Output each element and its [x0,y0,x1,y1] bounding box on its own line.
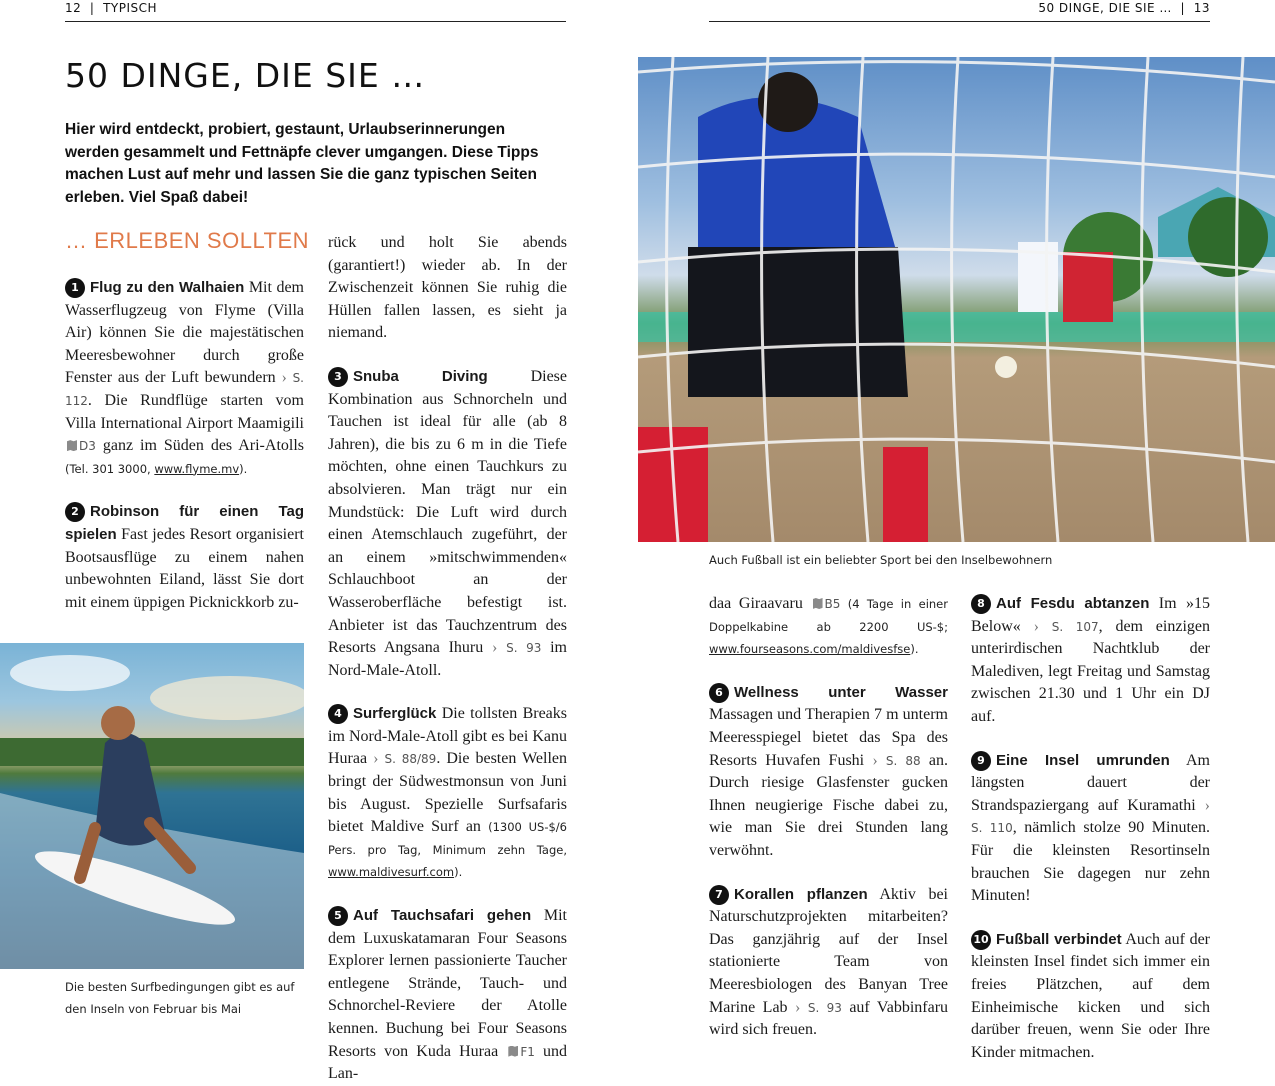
tip-item-1: 1 Flug zu den Walhaien Mit dem Wasserflugzeug von Flyme (Villa Air) können Sie die majestätischen Meeresbewohner durch große Fenster aus der Luft bewundern › S. 112. Die Rundflüge starten vom Villa International Airport Maamigili D3 ganz im Süden des Ari-Atolls (Tel. 301 3000, www.flyme.mv). [65,279,304,476]
map-icon [508,1046,518,1057]
tip-title: Auf Tauchsafari gehen [353,907,532,925]
tip-item-5: 5 Auf Tauchsafari gehen Mit dem Luxuskatamaran Four Seasons Explorer lernen passionierte Taucher entlegene Strände, Tauch- und Schnorchel-Reviere der Atolle kennen. Buchung bei Four Seasons Resorts von Kuda Huraa F1 und Lan- [328,907,567,1083]
column-4 [971,593,1210,1064]
tip-item-2: 2 Robinson für einen Tag spielen Fast jedes Resort organisiert Bootsausflüge zu einem nahen unbewohnten Eiland, lässt Sie dort mit einem üppigen Picknickkorb zu- [65,503,304,611]
left-header-rule [65,21,566,22]
tip-title: Fußball verbindet [996,930,1122,948]
tip-title: Surferglück [353,705,437,723]
website-link[interactable]: www.flyme.mv [154,461,240,476]
number-badge: 4 [328,704,348,724]
number-badge: 6 [709,683,729,703]
tip-item-9: 9 Eine Insel umrunden Am längsten dauert der Strandspaziergang auf Kuramathi › S. 110, nämlich stolze 90 Minuten. Für die kleinsten Resortinseln brauchen Sie dagegen nur zehn Minuten! [971,751,1211,905]
map-reference: B5 [824,597,841,611]
tip-title: Eine Insel umrunden [996,751,1170,769]
tip-title: Robinson für einen Tag spielen [65,503,304,543]
tip-title: Auf Fesdu abtanzen [996,595,1150,612]
tip-title: Wellness unter Wasser [734,683,948,701]
tip-item-4: 4 Surferglück Die tollsten Breaks im Nord-Male-Atoll gibt es bei Kanu Huraa › S. 88/89. Die besten Wellen bringt der Südwestmonsun von Juni bis August. Spezielle Surfsafaris bietet Maldive Surf an (1300 US-$/6 Pers. pro Tag, Minimum zehn Tage, www.maldivesurf.com). [328,705,567,880]
right-running-header: 50 DINGE, DIE SIE … | 13 [1038,1,1210,15]
tip-item-10: 10 Fußball verbindet Auch auf der kleinsten Insel findet sich immer ein freies Plätzchen, auf dem Einheimische kicken und sich darüber freuen, wenn Sie oder Ihre Kinder mitmachen. [971,930,1210,1061]
number-badge: 8 [971,594,991,614]
number-badge: 2 [65,502,85,522]
page-reference[interactable]: S. 88 [885,753,921,768]
tip-title: Flug zu den Walhaien [90,279,245,296]
page-reference[interactable]: S. 88/89 [384,752,437,767]
football-caption: Auch Fußball ist ein beliebter Sport bei den Inselbewohnern [709,553,1053,567]
football-photo [638,57,1275,542]
page-title: 50 DINGE, DIE SIE … [65,56,426,95]
tip-item-8: 8 Auf Fesdu abtanzen Im »15 Below« › S. 107, dem einzigen unterirdischen Nachtklub der Malediven, legt Freitag und Samstag zwischen 21.30 und 1 Uhr ein DJ auf. [971,595,1210,725]
surf-photo [0,643,304,969]
page-reference[interactable]: S. 112 [65,371,304,408]
left-section-label: TYPISCH [103,1,158,15]
column-1 [65,277,304,614]
map-icon [67,440,77,451]
number-badge: 9 [971,751,991,771]
tip-title: Snuba Diving [353,367,488,385]
tip-item-7: 7 Korallen pflanzen Aktiv bei Naturschutzprojekten mitarbeiten? Das ganzjährig auf der Insel stationierte Team von Meeresbiologen des Banyan Tree Marine Lab › S. 93 auf Vabbinfaru wird sich freuen. [709,885,949,1039]
number-badge: 5 [328,906,348,926]
number-badge: 1 [65,278,85,298]
right-section-label: 50 DINGE, DIE SIE … [1038,1,1172,15]
page-reference[interactable]: S. 93 [506,641,542,656]
surf-illustration [0,643,304,969]
map-icon [813,598,823,609]
tip-item-5-continued: daa Giraavaru B5 (4 Tage in einer Doppelkabine ab 2200 US-$; www.fourseasons.com/maldivesfse). [709,595,948,657]
page-reference[interactable]: S. 110 [971,821,1013,836]
map-reference: D3 [79,439,96,454]
number-badge: 10 [971,930,991,950]
tip-item-3: 3 Snuba Diving Diese Kombination aus Schnorcheln und Tauchen ist ideal für alle (ab 8 Jahren), die bis zu 6 m in die Tiefe möchten, ohne einen Tauchkurs zu absolvieren. Man trägt nur ein Mundstück: Die Luft wird durch einen Atemschlauch zugeführt, der an einem »mitschwimmenden« Schlauchboot an der Wasseroberfläche befestigt ist. Anbieter ist das Tauchzentrum des Resorts Angsana Ihuru › S. 93 im Nord-Male-Atoll. [328,367,567,679]
section-heading: … ERLEBEN SOLLTEN [65,228,310,253]
page-reference[interactable]: S. 107 [1051,619,1099,634]
column-3 [709,593,948,1042]
tip-item-6: 6 Wellness unter Wasser Massagen und Therapien 7 m unterm Meeresspiegel bietet das Spa des Resorts Huvafen Fushi › S. 88 an. Durch riesige Glasfenster gucken Ihnen neugierige Fische dabei zu, wie man Sie drei Stunden lang verwöhnt. [709,683,949,859]
tip-title: Korallen pflanzen [734,885,868,903]
intro-text: Hier wird entdeckt, probiert, gestaunt, Urlaubserinnerungen werden gesammelt und Fettnäpfe clever umgangen. Diese Tipps machen Lust auf mehr und lassen Sie die ganz typischen Seiten erleben. Viel Spaß dabei! [65,121,539,206]
number-badge: 7 [709,885,729,905]
left-page-number: 12 [65,1,82,15]
map-reference: F1 [520,1044,535,1059]
football-illustration [638,57,1275,542]
website-link[interactable]: www.fourseasons.com/maldivesfse [709,642,911,657]
column-2 [328,232,567,1086]
right-page-number: 13 [1193,1,1210,15]
right-header-rule [709,21,1210,22]
page-reference[interactable]: S. 93 [807,1000,842,1015]
website-link[interactable]: www.maldivesurf.com [328,865,455,880]
left-running-header: 12 | TYPISCH [65,1,158,15]
number-badge: 3 [328,367,348,387]
tip-item-2-continued: rück und holt Sie abends (garantiert!) wieder ab. In der Zwischenzeit können Sie ruhig die Hüllen fallen lassen, es sieht ja niemand. [328,234,567,342]
surf-caption: Die besten Surfbedingungen gibt es auf den Inseln von Februar bis Mai [65,980,295,1016]
